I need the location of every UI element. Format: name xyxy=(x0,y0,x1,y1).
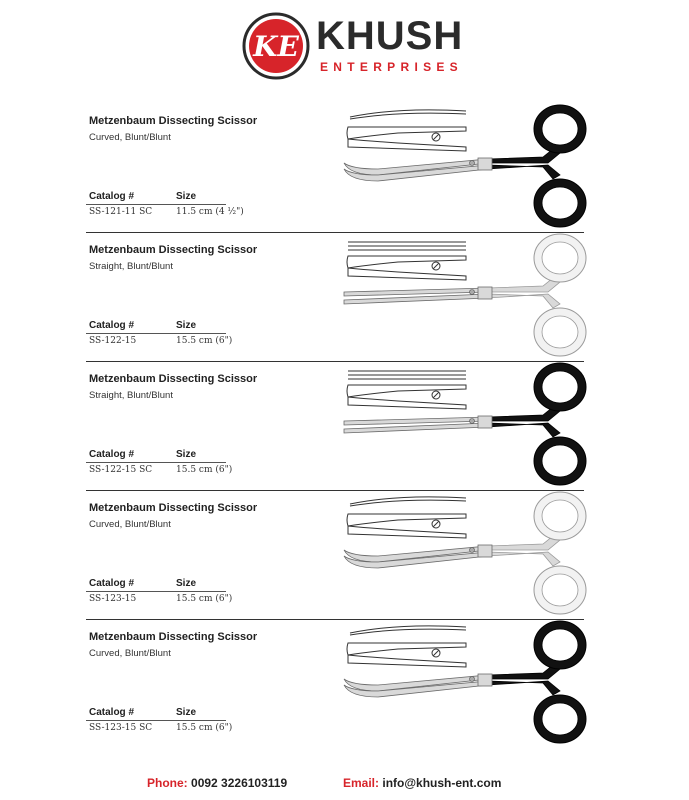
product-size: 15.5 cm (6") xyxy=(176,723,233,733)
catalog-number: SS-123-15 xyxy=(89,594,137,604)
email-label: Email: xyxy=(343,776,380,790)
brand-subtitle: ENTERPRISES xyxy=(320,60,463,74)
product-description: Straight, Blunt/Blunt xyxy=(89,390,173,401)
header-rule xyxy=(86,720,226,721)
product-name: Metzenbaum Dissecting Scissor xyxy=(89,631,258,643)
product-size: 15.5 cm (6") xyxy=(176,465,233,475)
catalog-header: Catalog # xyxy=(89,320,135,331)
catalog-number: SS-122-15 SC xyxy=(89,465,153,475)
scissor-photo xyxy=(344,105,586,227)
scissor-photo xyxy=(344,492,586,614)
scissor-illustration xyxy=(338,361,588,490)
product-description: Curved, Blunt/Blunt xyxy=(89,132,171,143)
product-size: 15.5 cm (6") xyxy=(176,594,233,604)
section-divider xyxy=(86,361,584,362)
product-name: Metzenbaum Dissecting Scissor xyxy=(89,373,258,385)
brand-logo xyxy=(238,12,464,82)
size-header: Size xyxy=(176,191,197,202)
product-card xyxy=(0,619,689,748)
ke-monogram-icon xyxy=(242,12,310,80)
phone-label: Phone: xyxy=(147,776,188,790)
scissor-illustration xyxy=(338,103,588,232)
catalog-header: Catalog # xyxy=(89,578,135,589)
size-header: Size xyxy=(176,320,197,331)
header-rule xyxy=(86,204,226,205)
blade-line-drawing xyxy=(347,371,466,409)
product-name: Metzenbaum Dissecting Scissor xyxy=(89,502,258,514)
size-header: Size xyxy=(176,578,197,589)
catalog-header: Catalog # xyxy=(89,449,135,460)
scissor-photo xyxy=(344,234,586,356)
section-divider xyxy=(86,490,584,491)
header-rule xyxy=(86,591,226,592)
scissor-photo xyxy=(344,621,586,743)
email-contact xyxy=(343,776,501,790)
size-header: Size xyxy=(176,449,197,460)
header-rule xyxy=(86,333,226,334)
monogram-text: KE xyxy=(253,30,299,63)
scissor-photo xyxy=(344,363,586,485)
blade-line-drawing xyxy=(347,626,466,667)
email-address[interactable]: info@khush-ent.com xyxy=(382,776,502,790)
catalog-number: SS-122-15 xyxy=(89,336,137,346)
product-card xyxy=(0,232,689,361)
scissor-illustration xyxy=(338,619,588,748)
scissor-illustration xyxy=(338,232,588,361)
blade-line-drawing xyxy=(347,110,466,151)
product-name: Metzenbaum Dissecting Scissor xyxy=(89,115,258,127)
blade-line-drawing xyxy=(347,242,466,280)
size-header: Size xyxy=(176,707,197,718)
catalog-header: Catalog # xyxy=(89,191,135,202)
scissor-illustration xyxy=(338,490,588,619)
catalog-number: SS-121-11 SC xyxy=(89,207,153,217)
blade-line-drawing xyxy=(347,497,466,538)
catalog-number: SS-123-15 SC xyxy=(89,723,153,733)
section-divider xyxy=(86,619,584,620)
product-description: Straight, Blunt/Blunt xyxy=(89,261,173,272)
brand-name: KHUSH xyxy=(316,14,464,58)
product-name: Metzenbaum Dissecting Scissor xyxy=(89,244,258,256)
section-divider xyxy=(86,232,584,233)
catalog-header: Catalog # xyxy=(89,707,135,718)
product-card xyxy=(0,361,689,490)
header-rule xyxy=(86,462,226,463)
product-description: Curved, Blunt/Blunt xyxy=(89,519,171,530)
product-card xyxy=(0,490,689,619)
product-card xyxy=(0,103,689,232)
phone-number[interactable]: 0092 3226103119 xyxy=(191,776,288,790)
product-description: Curved, Blunt/Blunt xyxy=(89,648,171,659)
phone-contact xyxy=(147,776,287,790)
product-size: 15.5 cm (6") xyxy=(176,336,233,346)
contact-footer xyxy=(0,776,689,792)
product-size: 11.5 cm (4 ½") xyxy=(176,207,244,217)
